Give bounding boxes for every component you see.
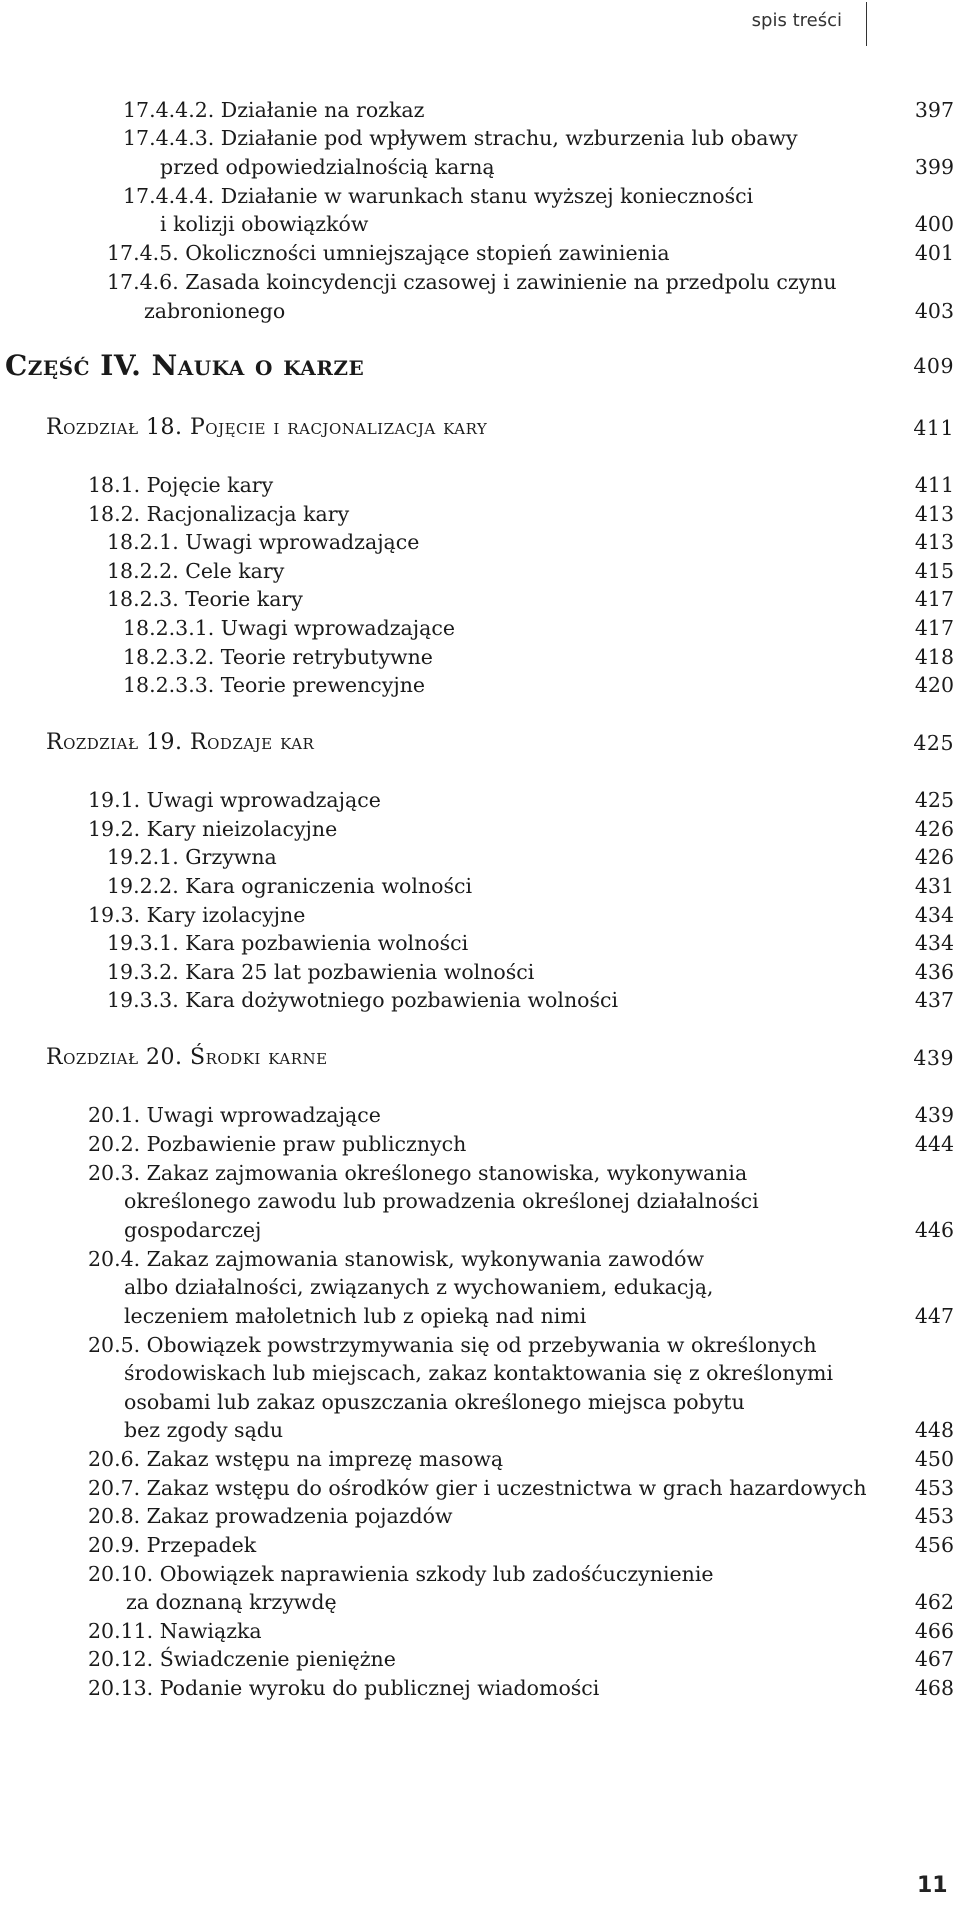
toc-entry-page: 450	[914, 1447, 954, 1471]
toc-entry-title: 20.9. Przepadek	[88, 1533, 257, 1557]
toc-entry-title: 17.4.5. Okoliczności umniejszające stopień zawinienia	[107, 241, 670, 265]
toc-entry-page: 417	[914, 587, 954, 611]
toc-entry-title: 18.2.3. Teorie kary	[107, 587, 303, 611]
toc-entry-page: 417	[914, 616, 954, 640]
toc-entry-title: bez zgody sądu	[124, 1418, 284, 1442]
toc-entry-title: zabronionego	[144, 299, 286, 323]
toc-entry-page: 409	[913, 354, 954, 378]
toc-entry-page: 448	[914, 1418, 954, 1442]
toc-entry-page: 462	[914, 1590, 954, 1614]
toc-entry-page: 413	[914, 530, 954, 554]
toc-entry-title: 20.6. Zakaz wstępu na imprezę masową	[88, 1447, 504, 1471]
toc-entry-title: albo działalności, związanych z wychowaniem, edukacją,	[124, 1275, 714, 1299]
toc-entry-title: za doznaną krzywdę	[126, 1590, 337, 1614]
toc-entry-page: 436	[914, 960, 954, 984]
toc-entry-title: 18.2. Racjonalizacja kary	[88, 502, 350, 526]
toc-entry-title: 20.13. Podanie wyroku do publicznej wiadomości	[88, 1676, 600, 1700]
toc-entry-title: osobami lub zakaz opuszczania określonego miejsca pobytu	[124, 1390, 745, 1414]
toc-entry-page: 426	[914, 845, 954, 869]
toc-entry-page: 446	[914, 1218, 954, 1242]
toc-entry-title: 17.4.4.2. Działanie na rozkaz	[123, 98, 425, 122]
toc-entry-title: przed odpowiedzialnością karną	[160, 155, 495, 179]
running-header: spis treści	[751, 10, 842, 31]
toc-entry-page: 425	[914, 788, 954, 812]
toc-entry-page: 434	[914, 931, 954, 955]
toc-entry-page: 399	[914, 155, 954, 179]
toc-entry-title: gospodarczej	[124, 1218, 262, 1242]
toc-entry-title: 17.4.4.3. Działanie pod wpływem strachu, wzburzenia lub obawy	[123, 126, 798, 150]
toc-entry-title: 19.2.1. Grzywna	[107, 845, 277, 869]
toc-entry-title: określonego zawodu lub prowadzenia określonej działalności	[124, 1189, 759, 1213]
toc-entry-title: 20.3. Zakaz zajmowania określonego stanowiska, wykonywania	[88, 1161, 748, 1185]
toc-entry-title: 20.5. Obowiązek powstrzymywania się od przebywania w określonych	[88, 1333, 817, 1357]
toc-entry-page: 420	[914, 673, 954, 697]
toc-entry-page: 444	[914, 1132, 954, 1156]
toc-entry-title: 18.2.3.1. Uwagi wprowadzające	[123, 616, 455, 640]
toc-entry-title: i kolizji obowiązków	[160, 212, 369, 236]
toc-entry-page: 453	[914, 1476, 954, 1500]
toc-entry-title: 20.2. Pozbawienie praw publicznych	[88, 1132, 467, 1156]
toc-entry-page: 437	[914, 988, 954, 1012]
toc-entry-page: 413	[914, 502, 954, 526]
toc-entry-page: 467	[914, 1647, 954, 1671]
toc-entry-title: Część IV. Nauka o karze	[5, 349, 365, 382]
toc-entry-page: 418	[914, 645, 954, 669]
toc-entry-title: 20.10. Obowiązek naprawienia szkody lub zadośćuczynienie	[88, 1562, 714, 1586]
toc-entry-title: 20.8. Zakaz prowadzenia pojazdów	[88, 1504, 453, 1528]
toc-entry-title: 18.2.1. Uwagi wprowadzające	[107, 530, 420, 554]
toc-entry-page: 456	[914, 1533, 954, 1557]
toc-entry-title: 17.4.6. Zasada koincydencji czasowej i zawinienie na przedpolu czynu	[107, 270, 837, 294]
toc-entry-title: Rozdział 18. Pojęcie i racjonalizacja kary	[46, 415, 488, 440]
toc-entry-page: 401	[914, 241, 954, 265]
toc-entry-page: 415	[914, 559, 954, 583]
page-number: 11	[917, 1873, 948, 1898]
toc-entry-title: 19.3.1. Kara pozbawienia wolności	[107, 931, 469, 955]
toc-entry-title: 20.4. Zakaz zajmowania stanowisk, wykonywania zawodów	[88, 1247, 705, 1271]
toc-entry-page: 397	[914, 98, 954, 122]
toc-entry-title: 18.2.2. Cele kary	[107, 559, 285, 583]
toc-entry-page: 411	[913, 416, 954, 440]
toc-entry-title: 19.2.2. Kara ograniczenia wolności	[107, 874, 473, 898]
toc-entry-page: 466	[914, 1619, 954, 1643]
toc-entry-title: 20.12. Świadczenie pieniężne	[88, 1647, 396, 1671]
toc-entry-page: 439	[914, 1103, 954, 1127]
toc-entry-title: 19.2. Kary nieizolacyjne	[88, 817, 338, 841]
toc-entry-page: 400	[914, 212, 954, 236]
toc-entry-title: środowiskach lub miejscach, zakaz kontaktowania się z określonymi	[124, 1361, 834, 1385]
toc-entry-title: 18.2.3.2. Teorie retrybutywne	[123, 645, 433, 669]
toc-entry-title: 20.7. Zakaz wstępu do ośrodków gier i uczestnictwa w grach hazardowych	[88, 1476, 867, 1500]
toc-entry-page: 434	[914, 903, 954, 927]
toc-entry-title: 19.3.3. Kara dożywotniego pozbawienia wolności	[107, 988, 619, 1012]
toc-entry-title: Rozdział 19. Rodzaje kar	[46, 730, 315, 755]
toc-entry-title: 20.11. Nawiązka	[88, 1619, 262, 1643]
toc-entry-title: leczeniem małoletnich lub z opieką nad nimi	[124, 1304, 587, 1328]
toc-entry-page: 425	[913, 731, 954, 755]
header-divider	[866, 2, 867, 46]
toc-entry-page: 453	[914, 1504, 954, 1528]
toc-entry-page: 426	[914, 817, 954, 841]
toc-entry-title: 18.1. Pojęcie kary	[88, 473, 274, 497]
toc-entry-page: 403	[914, 299, 954, 323]
toc-entry-title: 20.1. Uwagi wprowadzające	[88, 1103, 381, 1127]
toc-entry-title: 19.1. Uwagi wprowadzające	[88, 788, 381, 812]
toc-entry-title: Rozdział 20. Środki karne	[46, 1045, 328, 1070]
toc-entry-title: 19.3. Kary izolacyjne	[88, 903, 306, 927]
toc-entry-title: 18.2.3.3. Teorie prewencyjne	[123, 673, 426, 697]
toc-entry-page: 447	[914, 1304, 954, 1328]
toc-entry-title: 19.3.2. Kara 25 lat pozbawienia wolności	[107, 960, 535, 984]
toc-entry-page: 439	[913, 1046, 954, 1070]
toc-entry-page: 468	[914, 1676, 954, 1700]
toc-entry-page: 411	[914, 473, 954, 497]
toc-entry-title: 17.4.4.4. Działanie w warunkach stanu wyższej konieczności	[123, 184, 754, 208]
toc-entry-page: 431	[914, 874, 954, 898]
